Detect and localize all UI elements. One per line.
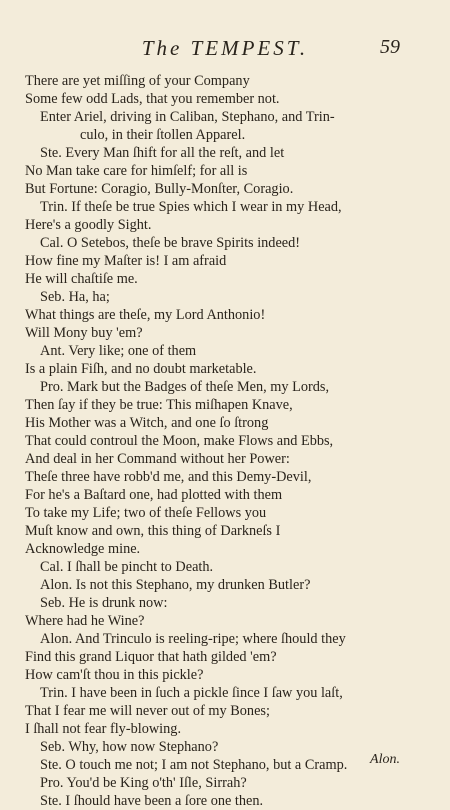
running-header <box>0 36 450 60</box>
speech-line: Trin. I have been in ſuch a pickle ſince I ſaw you laſt, <box>40 685 343 701</box>
speech-line: Pro. You'd be King o'th' Iſle, Sirrah? <box>40 775 247 791</box>
speech-line: Alon. And Trinculo is reeling-ripe; where ſhould they <box>40 631 346 647</box>
verse-line: Muſt know and own, this thing of Darkneſs I <box>25 523 281 539</box>
speech-line: Seb. He is drunk now: <box>40 595 168 611</box>
verse-line: I ſhall not fear fly-blowing. <box>25 721 182 737</box>
speech-line: Ste. Every Man ſhift for all the reſt, and let <box>40 145 285 161</box>
speech-line: Seb. Why, how now Stephano? <box>40 739 219 755</box>
speech-line: Cal. O Setebos, theſe be brave Spirits indeed! <box>40 235 301 251</box>
verse-line: For he's a Baſtard one, had plotted with them <box>25 487 283 503</box>
verse-line: To take my Life; two of theſe Fellows you <box>25 505 267 521</box>
page-number: 59 <box>380 36 400 58</box>
verse-line: Here's a goodly Sight. <box>25 217 152 233</box>
verse-line: What things are theſe, my Lord Anthonio! <box>25 307 266 323</box>
speech-line: Seb. Ha, ha; <box>40 289 110 305</box>
verse-line: There are yet miſſing of your Company <box>25 73 250 89</box>
speech-line: Ste. O touch me not; I am not Stephano, but a Cramp. <box>40 757 348 773</box>
speech-line: Alon. Is not this Stephano, my drunken Butler? <box>40 577 311 593</box>
verse-line: How fine my Maſter is! I am afraid <box>25 253 227 269</box>
verse-line: Will Mony buy 'em? <box>25 325 143 341</box>
verse-line: Find this grand Liquor that hath gilded 'em? <box>25 649 277 665</box>
verse-line: Where had he Wine? <box>25 613 145 629</box>
stage-direction: Enter Ariel, driving in Caliban, Stephano, and Trin- <box>40 109 335 125</box>
verse-line: Then ſay if they be true: This miſhapen Knave, <box>25 397 293 413</box>
verse-line: And deal in her Command without her Power: <box>25 451 290 467</box>
verse-line: He will chaſtiſe me. <box>25 271 138 287</box>
verse-line: How cam'ſt thou in this pickle? <box>25 667 204 683</box>
verse-line: Theſe three have robb'd me, and this Demy-Devil, <box>25 469 312 485</box>
verse-line: His Mother was a Witch, and one ſo ſtrong <box>25 415 269 431</box>
speech-line: Ant. Very like; one of them <box>40 343 197 359</box>
running-title: The TEMPEST. <box>141 36 309 60</box>
speech-line: Pro. Mark but the Badges of theſe Men, my Lords, <box>40 379 330 395</box>
speech-line: Cal. I ſhall be pincht to Death. <box>40 559 214 575</box>
verse-line: Acknowledge mine. <box>25 541 141 557</box>
stage-direction: culo, in their ſtollen Apparel. <box>80 127 246 143</box>
catchword: Alon. <box>370 752 400 767</box>
verse-line: No Man take care for himſelf; for all is <box>25 163 248 179</box>
verse-line: That could controul the Moon, make Flows and Ebbs, <box>25 433 334 449</box>
speech-line: Trin. If theſe be true Spies which I wear in my Head, <box>40 199 342 215</box>
verse-line: But Fortune: Coragio, Bully-Monſter, Coragio. <box>25 181 294 197</box>
speech-line: Ste. I ſhould have been a ſore one then. <box>40 793 264 809</box>
verse-line: Is a plain Fiſh, and no doubt marketable. <box>25 361 257 377</box>
verse-line: That I fear me will never out of my Bones; <box>25 703 270 719</box>
verse-line: Some few odd Lads, that you remember not. <box>25 91 280 107</box>
